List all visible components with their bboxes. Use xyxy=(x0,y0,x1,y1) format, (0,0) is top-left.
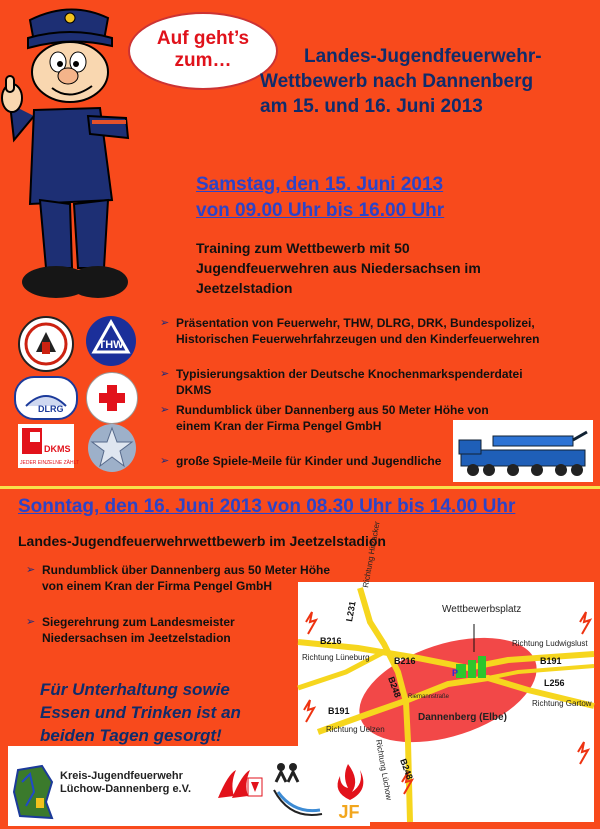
dlrg-logo xyxy=(14,376,78,420)
svg-text:THW: THW xyxy=(98,339,124,351)
parking-icon: P xyxy=(452,668,459,678)
crane-truck-image xyxy=(453,420,593,482)
flame-logo-icon xyxy=(214,766,264,802)
arrow-icon: ➢ xyxy=(160,404,170,416)
jf-logo-text: JF xyxy=(338,802,360,822)
saturday-training-text: Training zum Wettbewerb mit 50 Jugendfeuerwehren aus Niedersachsen im Jeetzelstadion xyxy=(196,240,481,296)
footer-org-name xyxy=(60,770,191,796)
figures-logo-icon xyxy=(272,762,302,782)
arrow-icon: ➢ xyxy=(26,564,36,576)
arrow-icon: ➢ xyxy=(160,368,170,380)
arrow-icon: ➢ xyxy=(160,317,170,329)
dir-ludwigslust: Richtung Ludwigslust xyxy=(512,639,588,648)
bundespolizei-logo xyxy=(88,424,136,472)
dir-gartow: Richtung Gartow xyxy=(532,699,592,708)
entertainment-note xyxy=(40,678,260,747)
bubble-line-1: Auf geht’s xyxy=(156,28,250,49)
fun-line-3: beiden Tagen gesorgt! xyxy=(40,726,222,745)
title-line-3: am 15. und 16. Juni 2013 xyxy=(260,96,483,117)
district-map-icon xyxy=(12,762,56,822)
bubble-line-2: zum… xyxy=(174,50,232,71)
swoosh-icon xyxy=(270,786,326,820)
dkms-sub: JEDER EINZELNE ZÄHLT xyxy=(20,460,80,466)
map-target-label: Wettbewerbsplatz xyxy=(442,604,522,615)
mascot-firefighter-illustration xyxy=(0,0,135,310)
road-b191-b: B191 xyxy=(328,706,350,716)
speech-bubble xyxy=(128,12,278,90)
saturday-heading xyxy=(196,172,444,224)
sat-bullet-3-text: Rundumblick über Dannenberg aus 50 Meter Höhe von einem Kran der Firma Pengel GmbH xyxy=(176,403,489,433)
dir-lueneburg: Richtung Lüneburg xyxy=(302,653,370,662)
road-b248-a: B248 xyxy=(386,675,403,699)
sun-bullet-2-text: Siegerehrung zum Landesmeister Niedersachsen im Jeetzelstadion xyxy=(42,615,235,645)
arrow-icon: ➢ xyxy=(26,616,36,628)
jf-logo xyxy=(330,760,368,822)
road-b248-b: B248 xyxy=(398,757,415,781)
dkms-logo xyxy=(18,424,80,468)
title-line-2: Wettbewerb nach Dannenberg xyxy=(260,71,534,92)
footer-line-2: Lüchow-Dannenberg e.V. xyxy=(60,783,192,795)
sun-bullet-1-text: Rundumblick über Dannenberg aus 50 Meter Höhe von einem Kran der Firma Pengel GmbH xyxy=(42,563,331,593)
sat-bullet-4-text: große Spiele-Meile für Kinder und Jugendliche xyxy=(176,454,442,468)
sat-bullet-4 xyxy=(160,453,466,469)
fun-line-1: Für Unterhaltung sowie xyxy=(40,680,230,699)
sat-bullet-2 xyxy=(160,366,556,398)
drk-logo xyxy=(86,372,138,424)
sun-bullet-2 xyxy=(26,614,272,646)
road-l256: L256 xyxy=(544,678,565,688)
thw-logo xyxy=(86,316,136,366)
dkms-text: DKMS xyxy=(44,444,71,454)
section-divider xyxy=(0,486,600,489)
footer-line-1: Kreis-Jugendfeuerwehr xyxy=(60,770,183,782)
sat-bullet-1-text: Präsentation von Feuerwehr, THW, DLRG, DRK, Bundespolizei, Historischen Feuerwehrfahrzeugen und den Kinderfeuerwehren xyxy=(176,316,540,346)
map-city-label: Dannenberg (Elbe) xyxy=(418,712,507,723)
dlrg-text: DLRG xyxy=(38,404,64,414)
feuerwehr-logo xyxy=(18,316,74,372)
sun-bullet-1 xyxy=(26,562,342,594)
saturday-date: Samstag, den 15. Juni 2013 xyxy=(196,174,444,195)
sunday-event-title: Landes-Jugendfeuerwehrwettbewerb im Jeetzelstadion xyxy=(18,533,386,549)
road-l231: L231 xyxy=(344,600,358,623)
title-line-1: Landes-Jugendfeuerwehr- xyxy=(304,46,542,67)
dir-hitzacker: Richtung Hitzacker xyxy=(361,520,382,589)
sat-bullet-2-text: Typisierungsaktion der Deutsche Knochenmarkspenderdatei DKMS xyxy=(176,367,523,397)
sunday-heading: Sonntag, den 16. Juni 2013 von 08.30 Uhr bis 14.00 Uhr xyxy=(18,496,516,517)
dir-uelzen: Richtung Uelzen xyxy=(326,725,385,734)
sat-bullet-1 xyxy=(160,315,556,347)
dir-luechow: Richtung Lüchow xyxy=(374,738,394,801)
fun-line-2: Essen und Trinken ist an xyxy=(40,703,241,722)
saturday-time: von 09.00 Uhr bis 16.00 Uhr xyxy=(196,200,445,221)
road-b216-a: B216 xyxy=(320,636,342,646)
road-b191-a: B191 xyxy=(540,656,562,666)
page-title xyxy=(260,44,590,119)
arrow-icon: ➢ xyxy=(160,455,170,467)
road-b216-b: B216 xyxy=(394,656,416,666)
map-street-label: Riemannstraße xyxy=(408,694,450,700)
